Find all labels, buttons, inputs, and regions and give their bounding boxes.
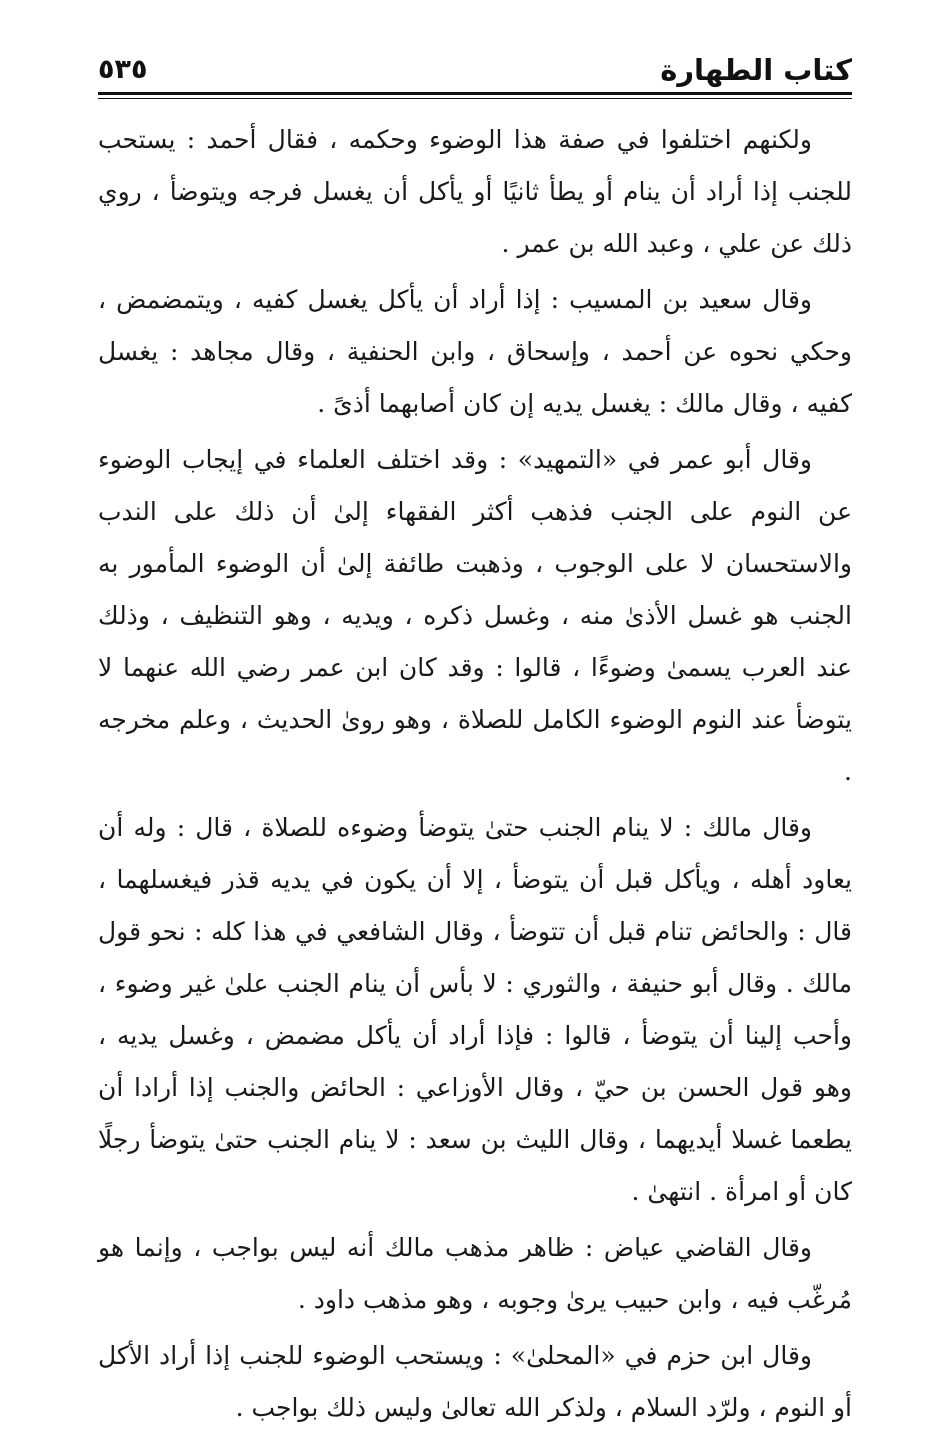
page-number: ٥٣٥ bbox=[98, 54, 148, 85]
header-rule-thin bbox=[98, 98, 852, 99]
paragraph: ولكنهم اختلفوا في صفة هذا الوضوء وحكمه ، فقال أحمد : يستحب للجنب إذا أراد أن ينام أو يطأ ثانيًا أو يأكل أن يغسل فرجه ويتوضأ ، روي ذلك عن علي ، وعبد الله بن عمر . bbox=[98, 125, 852, 258]
body-text bbox=[98, 114, 852, 1438]
header-rule-thick bbox=[98, 92, 852, 95]
paragraph: وقال ابن حزم في «المحلىٰ» : ويستحب الوضوء للجنب إذا أراد الأكل أو النوم ، ولرّد السلام ، ولذكر الله تعالىٰ وليس ذلك بواجب . bbox=[98, 1341, 852, 1422]
chapter-title: كتاب الطهارة bbox=[660, 53, 852, 87]
paragraph: وقال سعيد بن المسيب : إذا أراد أن يأكل يغسل كفيه ، ويتمضمض ، وحكي نحوه عن أحمد ، وإسحاق ، وابن الحنفية ، وقال مجاهد : يغسل كفيه ، وقال مالك : يغسل يديه إن كان أصابهما أذىً . bbox=[98, 285, 852, 418]
paragraph: وقال القاضي عياض : ظاهر مذهب مالك أنه ليس بواجب ، وإنما هو مُرغّب فيه ، وابن حبيب يرىٰ وجوبه ، وهو مذهب داود . bbox=[98, 1233, 852, 1314]
paragraph: وقال أبو عمر في «التمهيد» : وقد اختلف العلماء في إيجاب الوضوء عن النوم على الجنب فذهب أكثر الفقهاء إلىٰ أن ذلك على الندب والاستحسان لا على الوجوب ، وذهبت طائفة إلىٰ أن الوضوء المأمور به الجنب هو غسل الأذىٰ منه ، وغسل ذكره ، ويديه ، وهو التنظيف ، وذلك عند العرب يسمىٰ وضوءًا ، قالوا : وقد كان ابن عمر رضي الله عنهما لا يتوضأ عند النوم الوضوء الكامل للصلاة ، وهو روىٰ الحديث ، وعلم مخرجه . bbox=[98, 445, 852, 786]
page-header bbox=[98, 48, 852, 94]
paragraph: وقال مالك : لا ينام الجنب حتىٰ يتوضأ وضوءه للصلاة ، قال : وله أن يعاود أهله ، ويأكل قبل أن يتوضأ ، إلا أن يكون في يديه قذر فيغسلهما ، قال : والحائض تنام قبل أن تتوضأ ، وقال الشافعي في هذا كله : نحو قول مالك . وقال أبو حنيفة ، والثوري : لا بأس أن ينام الجنب علىٰ غير وضوء ، وأحب إلينا أن يتوضأ ، قالوا : فإذا أراد أن يأكل مضمض ، وغسل يديه ، وهو قول الحسن بن حيّ ، وقال الأوزاعي : الحائض والجنب إذا أرادا أن يطعما غسلا أيديهما ، وقال الليث بن سعد : لا ينام الجنب حتىٰ يتوضأ رجلًا كان أو امرأة . انتهىٰ . bbox=[98, 813, 852, 1206]
